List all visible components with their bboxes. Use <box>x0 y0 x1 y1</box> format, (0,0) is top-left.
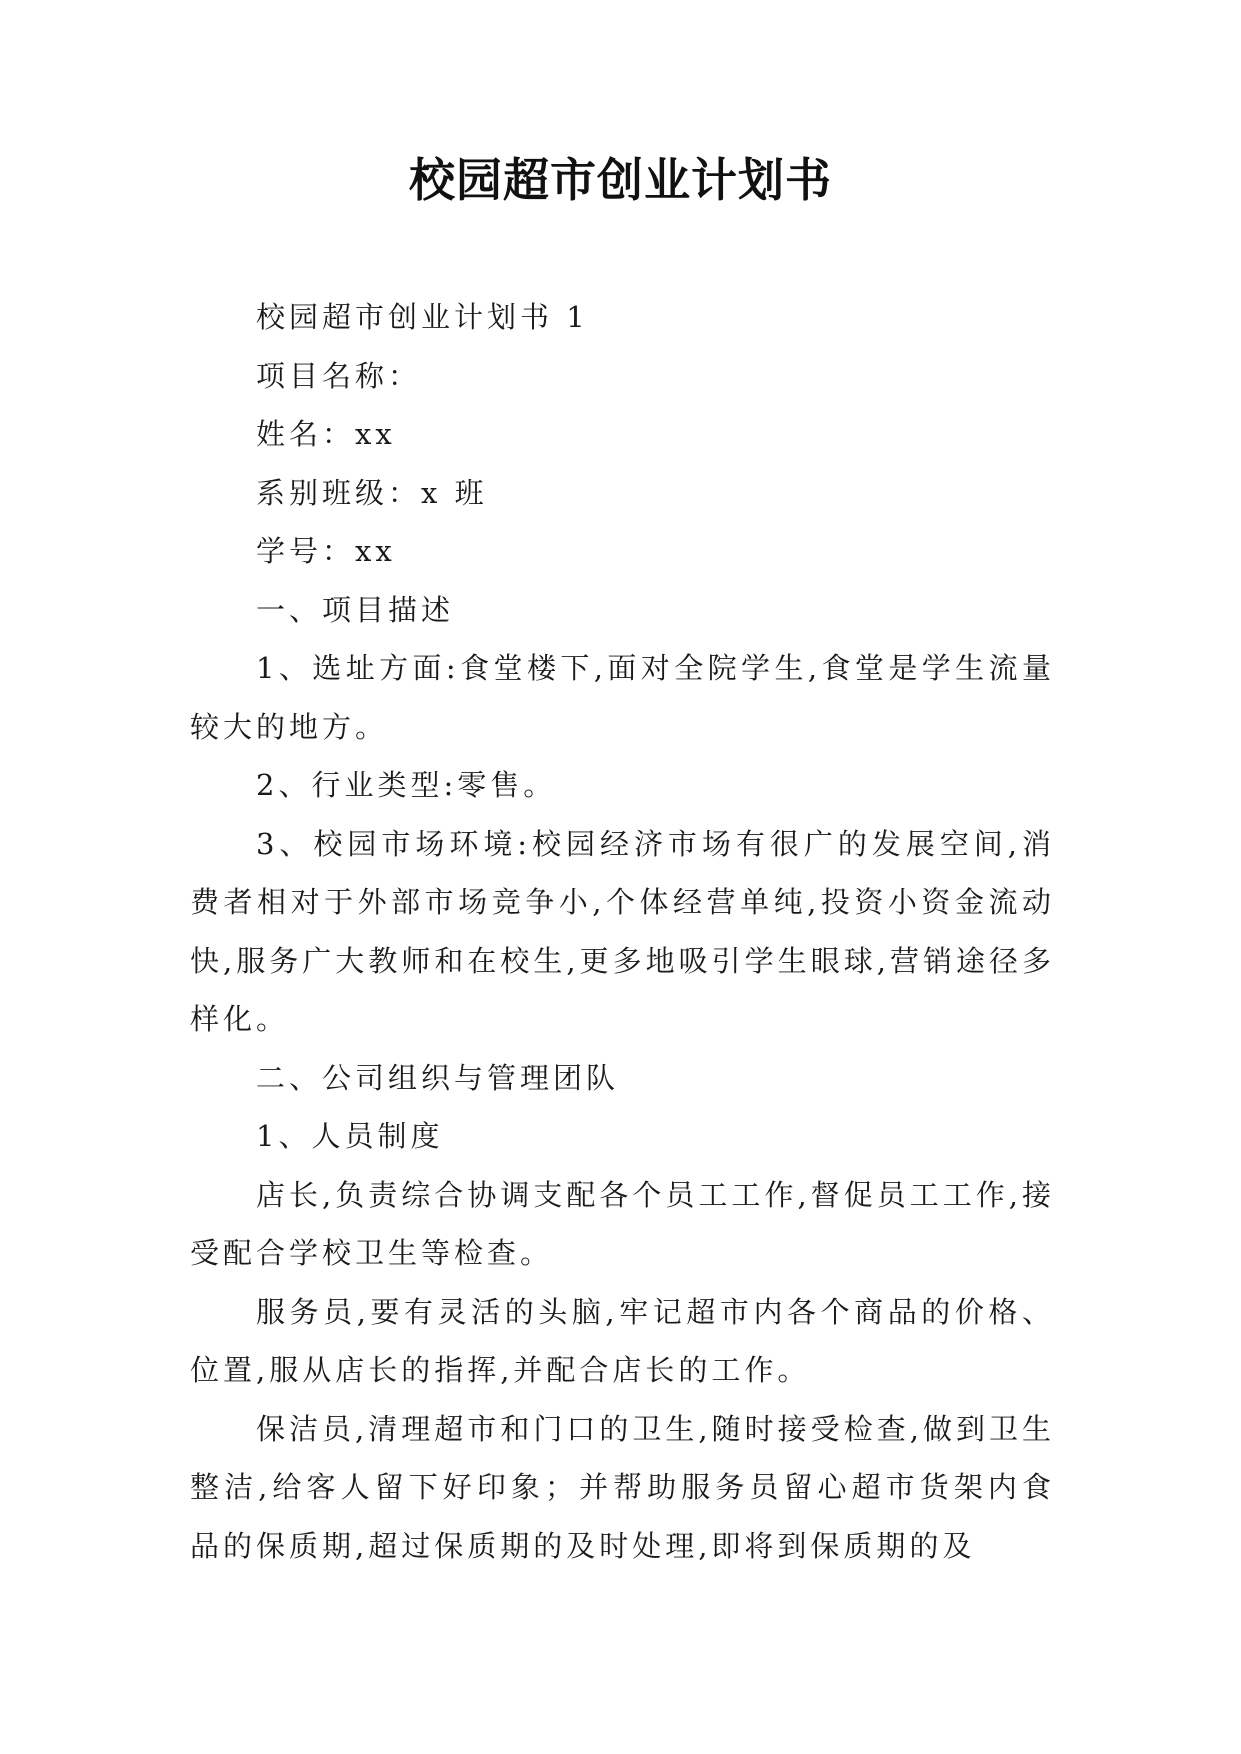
document-body <box>190 288 1055 1575</box>
section-heading-organization: 二、公司组织与管理团队 <box>256 1060 620 1095</box>
paragraph-subtitle: 校园超市创业计划书 1 <box>256 300 589 334</box>
paragraph-project-name: 项目名称： <box>256 358 422 393</box>
paragraph-name: 姓名：xx <box>256 417 396 451</box>
paragraph-market-environment: 3、校园市场环境:校园经济市场有很广的发展空间,消费者相对于外部市场竞争小,个体经营单纯,投资小资金流动快,服务广大教师和在校生,更多地吸引学生眼球,营销途径多样化。 <box>190 826 1055 1036</box>
paragraph-store-manager: 店长,负责综合协调支配各个员工工作,督促员工工作,接受配合学校卫生等检查。 <box>190 1177 1055 1270</box>
paragraph-cleaning-staff: 保洁员,清理超市和门口的卫生,随时接受检查,做到卫生整洁,给客人留下好印象；并帮助服务员留心超市货架内食品的保质期,超过保质期的及时处理,即将到保质期的及 <box>190 1411 1055 1563</box>
paragraph-location: 1、选址方面:食堂楼下,面对全院学生,食堂是学生流量较大的地方。 <box>190 651 1055 744</box>
subsection-heading-staffing: 1、人员制度 <box>256 1119 444 1153</box>
paragraph-student-id: 学号：xx <box>256 534 396 568</box>
paragraph-service-staff: 服务员,要有灵活的头脑,牢记超市内各个商品的价格、位置,服从店长的指挥,并配合店长的工作。 <box>190 1294 1055 1387</box>
document-title: 校园超市创业计划书 <box>409 153 832 207</box>
paragraph-department-class: 系别班级：x 班 <box>256 475 488 510</box>
paragraph-industry-type: 2、行业类型:零售。 <box>256 768 557 802</box>
section-heading-project-description: 一、项目描述 <box>256 592 455 627</box>
